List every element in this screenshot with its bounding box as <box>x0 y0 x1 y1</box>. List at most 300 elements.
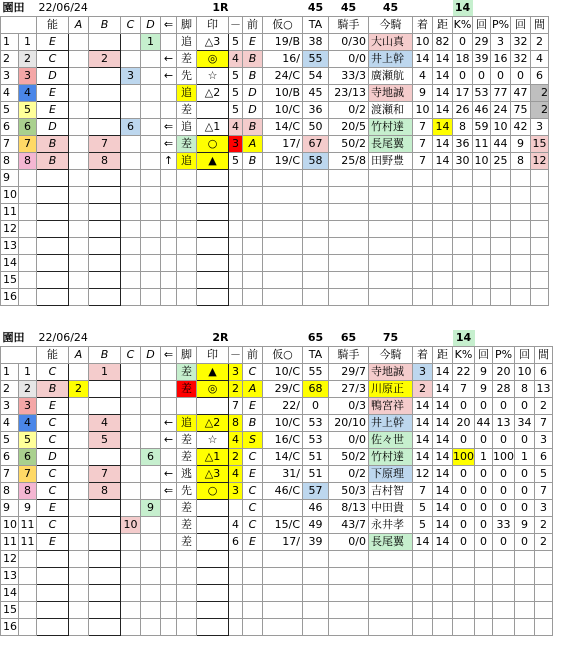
cell-fr: 8 <box>19 483 37 500</box>
cell-w <box>229 289 243 306</box>
cell-ta: 45 <box>303 85 329 102</box>
cell-k: 0 <box>453 534 475 551</box>
cell-w: 3 <box>229 364 243 381</box>
cell-nou <box>37 170 69 187</box>
cell-k2: 9 <box>515 517 535 534</box>
cell-ar <box>161 221 177 238</box>
horse-row[interactable] <box>1 466 553 483</box>
cell-jo: 29/7 <box>329 364 369 381</box>
cell-mae: B <box>243 153 263 170</box>
cell-ko: 廣瀬航 <box>369 68 413 85</box>
cell-no: 12 <box>1 221 19 238</box>
cell-k2: 10 <box>515 364 535 381</box>
empty-row <box>1 568 553 585</box>
cell-k2: 0 <box>515 398 535 415</box>
cell-k1: 0 <box>475 398 493 415</box>
cell-k2 <box>511 170 531 187</box>
horse-row[interactable] <box>1 500 553 517</box>
cell-sh <box>197 517 229 534</box>
cell-ch: 14 <box>413 534 433 551</box>
cell-d <box>141 415 161 432</box>
horse-row[interactable] <box>1 364 553 381</box>
cell-kan: 3 <box>535 432 553 449</box>
cell-d: 1 <box>141 34 161 51</box>
cell-k1: 11 <box>473 136 491 153</box>
column-header-p: P% <box>491 17 511 34</box>
cell-c: 10 <box>121 517 141 534</box>
horse-row[interactable] <box>1 153 549 170</box>
cell-k1 <box>475 585 493 602</box>
cell-a <box>69 364 89 381</box>
cell-b <box>89 602 121 619</box>
column-header-a: A <box>69 17 89 34</box>
cell-k1 <box>473 255 491 272</box>
cell-sh <box>197 204 229 221</box>
cell-a <box>69 534 89 551</box>
cell-ta <box>303 170 329 187</box>
cell-ta: 68 <box>303 381 329 398</box>
cell-k1 <box>475 602 493 619</box>
cell-b <box>89 517 121 534</box>
cell-b: 7 <box>89 466 121 483</box>
cell-kari <box>263 170 303 187</box>
cell-kari <box>263 568 303 585</box>
cell-jo <box>329 568 369 585</box>
cell-p: 0 <box>491 68 511 85</box>
cell-k <box>453 551 475 568</box>
cell-p: 44 <box>491 136 511 153</box>
cell-k <box>453 585 475 602</box>
cell-k: 0 <box>453 398 475 415</box>
cell-a <box>69 272 89 289</box>
cell-w: 4 <box>229 432 243 449</box>
cell-b <box>89 619 121 636</box>
cell-d <box>141 153 161 170</box>
cell-d <box>141 119 161 136</box>
cell-ch: 14 <box>413 398 433 415</box>
cell-ko: 中田貴 <box>369 500 413 517</box>
horse-row[interactable] <box>1 68 549 85</box>
race-date: 22/06/24 <box>38 1 88 14</box>
cell-ar <box>161 364 177 381</box>
cell-ch: 2 <box>413 381 433 398</box>
cell-k: 8 <box>453 119 473 136</box>
cell-kari: 16/ <box>263 51 303 68</box>
cell-kari <box>263 238 303 255</box>
cell-sh <box>197 221 229 238</box>
empty-row <box>1 585 553 602</box>
cell-ar: ← <box>161 432 177 449</box>
cell-p <box>493 568 515 585</box>
race-number: 2R <box>212 331 229 344</box>
cell-no: 7 <box>1 136 19 153</box>
horse-row[interactable] <box>1 85 549 102</box>
cell-c <box>121 415 141 432</box>
cell-w: 4 <box>229 51 243 68</box>
cell-no: 5 <box>1 432 19 449</box>
horse-row[interactable] <box>1 119 549 136</box>
cell-ko: 大山真 <box>369 34 413 51</box>
cell-mae: E <box>243 398 263 415</box>
empty-row <box>1 170 549 187</box>
cell-w: 4 <box>229 517 243 534</box>
cell-kan <box>531 238 549 255</box>
cell-d <box>141 432 161 449</box>
cell-kr <box>433 272 453 289</box>
cell-w: 5 <box>229 153 243 170</box>
cell-d <box>141 187 161 204</box>
cell-no: 3 <box>1 398 19 415</box>
cell-sh: ◎ <box>197 381 229 398</box>
cell-kr: 14 <box>433 85 453 102</box>
cell-ko: 井上幹 <box>369 51 413 68</box>
cell-c <box>121 34 141 51</box>
cell-ar <box>161 381 177 398</box>
cell-d <box>141 466 161 483</box>
cell-kari: 24/C <box>263 68 303 85</box>
cell-ta: 36 <box>303 102 329 119</box>
cell-p: 24 <box>491 102 511 119</box>
cell-b <box>89 85 121 102</box>
cell-c <box>121 381 141 398</box>
cell-kari: 14/C <box>263 119 303 136</box>
cell-ky <box>177 568 197 585</box>
cell-c <box>121 51 141 68</box>
column-header-sh: 印 <box>197 17 229 34</box>
horse-row[interactable] <box>1 102 549 119</box>
cell-ta: 51 <box>303 449 329 466</box>
cell-sh <box>197 602 229 619</box>
venue-label: 園田 <box>2 1 25 14</box>
header-spacer <box>473 0 549 17</box>
cell-b <box>89 34 121 51</box>
cell-nou <box>37 204 69 221</box>
cell-ta: 46 <box>303 500 329 517</box>
cell-kan: 3 <box>531 119 549 136</box>
cell-w: 3 <box>229 483 243 500</box>
cell-k1: 0 <box>475 534 493 551</box>
column-header-nou: 能 <box>37 17 69 34</box>
cell-ko <box>369 568 413 585</box>
jockey-header-value: 75 <box>382 331 399 344</box>
cell-kr: 14 <box>433 534 453 551</box>
cell-k1: 46 <box>473 102 491 119</box>
cell-ky <box>177 602 197 619</box>
cell-a <box>69 34 89 51</box>
column-header-k2: 回 <box>515 347 535 364</box>
cell-c <box>121 449 141 466</box>
cell-k1: 0 <box>475 517 493 534</box>
cell-k <box>453 221 473 238</box>
cell-nou: D <box>37 449 69 466</box>
cell-mae: E <box>243 466 263 483</box>
cell-jo <box>329 170 369 187</box>
horse-row[interactable] <box>1 381 553 398</box>
cell-kari: 46/C <box>263 483 303 500</box>
cell-sh: △1 <box>197 119 229 136</box>
cell-ar: ⇐ <box>161 119 177 136</box>
cell-p <box>491 204 511 221</box>
cell-mae: C <box>243 517 263 534</box>
cell-k: 0 <box>453 483 475 500</box>
cell-kan: 2 <box>531 102 549 119</box>
cell-kan: 12 <box>531 153 549 170</box>
cell-mae <box>243 255 263 272</box>
horse-row[interactable] <box>1 51 549 68</box>
cell-d <box>141 381 161 398</box>
cell-ta: 39 <box>303 534 329 551</box>
cell-a <box>69 585 89 602</box>
cell-ar: ← <box>161 415 177 432</box>
cell-k2: 8 <box>515 381 535 398</box>
horse-row[interactable] <box>1 483 553 500</box>
cell-fr <box>19 568 37 585</box>
cell-nou <box>37 187 69 204</box>
cell-kari <box>263 255 303 272</box>
cell-fr <box>19 619 37 636</box>
cell-ar <box>161 585 177 602</box>
cell-ta <box>303 272 329 289</box>
cell-k2 <box>511 221 531 238</box>
cell-ko: 竹村達 <box>369 449 413 466</box>
cell-ch: 7 <box>413 136 433 153</box>
cell-ko <box>369 221 413 238</box>
cell-k2 <box>511 289 531 306</box>
cell-sh <box>197 102 229 119</box>
cell-p: 77 <box>491 85 511 102</box>
cell-mae: C <box>243 483 263 500</box>
cell-w <box>229 602 243 619</box>
race-number: 1R <box>212 1 229 14</box>
cell-mae: D <box>243 102 263 119</box>
cell-k: 7 <box>453 381 475 398</box>
cell-kr: 14 <box>433 415 453 432</box>
cell-d <box>141 568 161 585</box>
horse-row[interactable] <box>1 432 553 449</box>
horse-row[interactable] <box>1 415 553 432</box>
cell-kari <box>263 289 303 306</box>
cell-no: 2 <box>1 381 19 398</box>
cell-k2: 0 <box>515 432 535 449</box>
cell-c <box>121 289 141 306</box>
cell-mae <box>243 272 263 289</box>
cell-sh <box>197 238 229 255</box>
cell-p: 0 <box>493 483 515 500</box>
cell-jo <box>329 255 369 272</box>
column-header-kari: 仮○ <box>263 347 303 364</box>
cell-jo <box>329 551 369 568</box>
cell-mae: B <box>243 51 263 68</box>
cell-jo <box>329 221 369 238</box>
cell-nou <box>37 221 69 238</box>
cell-mae <box>243 238 263 255</box>
cell-ar <box>161 102 177 119</box>
cell-ch: 14 <box>413 432 433 449</box>
cell-a <box>69 289 89 306</box>
cell-ky <box>177 585 197 602</box>
cell-a <box>69 466 89 483</box>
cell-kr: 14 <box>433 136 453 153</box>
cell-d <box>141 221 161 238</box>
cell-w <box>229 221 243 238</box>
cell-no: 13 <box>1 568 19 585</box>
cell-kr: 14 <box>433 432 453 449</box>
horse-row[interactable] <box>1 34 549 51</box>
cell-ar <box>161 204 177 221</box>
cell-ko <box>369 238 413 255</box>
cell-d <box>141 289 161 306</box>
cell-ch <box>413 289 433 306</box>
column-header-jo: 騎手 <box>329 17 369 34</box>
cell-ky: 差 <box>177 136 197 153</box>
cell-b <box>89 449 121 466</box>
cell-kari: 31/ <box>263 466 303 483</box>
cell-d <box>141 272 161 289</box>
column-header-mae: 前 <box>243 17 263 34</box>
cell-c <box>121 255 141 272</box>
cell-nou: C <box>37 415 69 432</box>
cell-ky: 差 <box>177 364 197 381</box>
cell-p: 33 <box>493 517 515 534</box>
column-header-mae: 前 <box>243 347 263 364</box>
cell-kr: 14 <box>433 500 453 517</box>
cell-d <box>141 602 161 619</box>
cell-b <box>89 187 121 204</box>
cell-p <box>493 602 515 619</box>
column-header-jo: 騎手 <box>329 347 369 364</box>
cell-k1 <box>475 568 493 585</box>
cell-w <box>229 272 243 289</box>
column-header-ky: 脚 <box>177 347 197 364</box>
cell-k1: 0 <box>473 68 491 85</box>
cell-c <box>121 534 141 551</box>
cell-jo <box>329 272 369 289</box>
cell-d <box>141 170 161 187</box>
column-header-ar: ⇐ <box>161 17 177 34</box>
horse-row[interactable] <box>1 136 549 153</box>
cell-kan <box>531 187 549 204</box>
column-header-kari: 仮○ <box>263 17 303 34</box>
cell-p <box>491 272 511 289</box>
cell-kr: 14 <box>433 517 453 534</box>
cell-fr: 5 <box>19 102 37 119</box>
cell-kan <box>535 551 553 568</box>
cell-no: 11 <box>1 204 19 221</box>
cell-sh: ○ <box>197 483 229 500</box>
cell-a <box>69 153 89 170</box>
cell-ko: 吉村智 <box>369 483 413 500</box>
cell-ta: 50 <box>303 119 329 136</box>
cell-no: 10 <box>1 517 19 534</box>
cell-b <box>89 102 121 119</box>
cell-ta: 67 <box>303 136 329 153</box>
cell-kan <box>535 602 553 619</box>
cell-nou: C <box>37 364 69 381</box>
cell-c <box>121 466 141 483</box>
cell-d <box>141 534 161 551</box>
race-grid <box>0 330 553 636</box>
cell-k1: 0 <box>475 432 493 449</box>
header-spacer <box>229 330 303 347</box>
cell-mae: E <box>243 534 263 551</box>
horse-row[interactable] <box>1 449 553 466</box>
cell-no: 8 <box>1 483 19 500</box>
column-header-k1: 回 <box>473 17 491 34</box>
cell-c <box>121 102 141 119</box>
cell-kari <box>263 272 303 289</box>
cell-mae <box>243 602 263 619</box>
cell-c <box>121 187 141 204</box>
cell-kr <box>433 619 453 636</box>
cell-p <box>493 551 515 568</box>
cell-ko <box>369 585 413 602</box>
cell-k2: 32 <box>511 34 531 51</box>
cell-ch: 10 <box>413 34 433 51</box>
cell-sh <box>197 170 229 187</box>
cell-kan <box>531 221 549 238</box>
column-header-nou: 能 <box>37 347 69 364</box>
cell-ky <box>177 170 197 187</box>
cell-d <box>141 483 161 500</box>
cell-jo: 50/3 <box>329 483 369 500</box>
cell-kari: 19/C <box>263 153 303 170</box>
horse-row[interactable] <box>1 398 553 415</box>
cell-kari <box>263 619 303 636</box>
horse-row[interactable] <box>1 517 553 534</box>
cell-c <box>121 170 141 187</box>
cell-k1 <box>473 289 491 306</box>
cell-ky <box>177 255 197 272</box>
cell-ch <box>413 187 433 204</box>
cell-p: 13 <box>493 415 515 432</box>
cell-jo <box>329 187 369 204</box>
cell-d <box>141 398 161 415</box>
cell-mae: D <box>243 85 263 102</box>
cell-ch: 14 <box>413 51 433 68</box>
cell-k1: 10 <box>473 153 491 170</box>
kyori-header-value: 14 <box>453 330 475 347</box>
header-spacer <box>475 330 553 347</box>
column-header-ch: 着 <box>413 347 433 364</box>
cell-k2 <box>511 255 531 272</box>
cell-k1: 59 <box>473 119 491 136</box>
cell-sh: ○ <box>197 136 229 153</box>
cell-c <box>121 272 141 289</box>
cell-mae: C <box>243 364 263 381</box>
cell-ch <box>413 170 433 187</box>
cell-kan <box>535 585 553 602</box>
cell-fr: 8 <box>19 153 37 170</box>
cell-p: 0 <box>493 432 515 449</box>
cell-fr <box>19 221 37 238</box>
cell-no: 6 <box>1 449 19 466</box>
cell-a <box>69 136 89 153</box>
cell-ta <box>303 255 329 272</box>
cell-w: 5 <box>229 34 243 51</box>
cell-kr <box>433 204 453 221</box>
cell-nou: E <box>37 85 69 102</box>
cell-ta <box>303 551 329 568</box>
cell-ch <box>413 255 433 272</box>
cell-w <box>229 238 243 255</box>
cell-b <box>89 289 121 306</box>
cell-no: 5 <box>1 102 19 119</box>
horse-row[interactable] <box>1 534 553 551</box>
cell-nou: E <box>37 534 69 551</box>
cell-p <box>493 619 515 636</box>
cell-nou: E <box>37 102 69 119</box>
cell-no: 14 <box>1 585 19 602</box>
